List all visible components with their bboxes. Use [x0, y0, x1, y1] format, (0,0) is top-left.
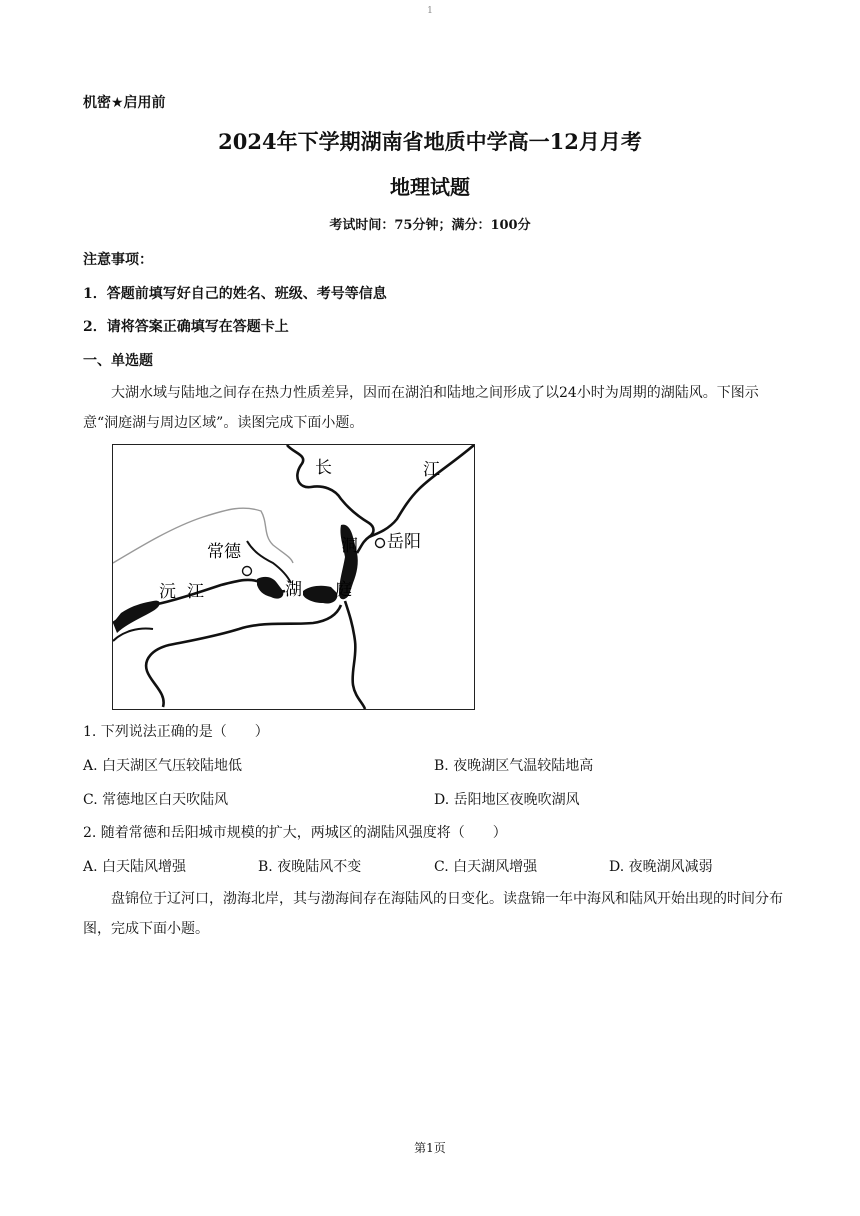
- q1-option-d[interactable]: D. 岳阳地区夜晚吹湖风: [434, 792, 580, 808]
- question-1-stem: 1. 下列说法正确的是（ ）: [83, 724, 269, 740]
- map-label-ting: 庭: [335, 580, 352, 600]
- yueyang-marker: [376, 539, 385, 548]
- map-label-changde: 常德: [207, 542, 241, 562]
- page-number: 第1页: [414, 1141, 446, 1155]
- map-label-jiang2: 江: [187, 582, 204, 602]
- exam-title: 2024年下学期湖南省地质中学高一12月月考: [218, 129, 642, 154]
- exam-info: 考试时间：75分钟；满分：100分: [329, 218, 531, 233]
- map-label-chang: 长: [315, 458, 332, 478]
- exam-subject: 地理试题: [390, 175, 470, 199]
- map-label-hu: 湖: [285, 580, 302, 600]
- q1-option-b[interactable]: B. 夜晚湖区气温较陆地高: [434, 758, 594, 774]
- passage-2: 盘锦位于辽河口，渤海北岸，其与渤海间存在海陆风的日变化。读盘锦一年中海风和陆风开始出现的时间分布图，完成下面小题。: [83, 891, 783, 937]
- map-label-yueyang: 岳阳: [387, 532, 421, 552]
- changde-marker: [243, 567, 252, 576]
- map-svg: [113, 445, 474, 709]
- xiang-river: [345, 601, 365, 709]
- q2-option-b[interactable]: B. 夜晚陆风不变: [258, 859, 362, 875]
- section-title: 一、单选题: [83, 353, 153, 369]
- passage-1: 大湖水域与陆地之间存在热力性质差异，因而在湖泊和陆地之间形成了以24小时为周期的湖陆风。下图示意“洞庭湖与周边区域”。读图完成下面小题。: [83, 385, 759, 431]
- notice-item: 1．答题前填写好自己的姓名、班级、考号等信息: [83, 286, 387, 302]
- notice-heading: 注意事项：: [83, 252, 153, 268]
- confidential-label: 机密★启用前: [83, 95, 166, 111]
- q2-option-a[interactable]: A. 白天陆风增强: [83, 859, 187, 875]
- q2-option-d[interactable]: D. 夜晚湖风减弱: [609, 859, 713, 875]
- lake-west: [257, 577, 283, 599]
- map-label-jiang: 江: [423, 460, 440, 480]
- changde-branch: [247, 541, 291, 583]
- page-mark: 1: [427, 6, 433, 16]
- dongting-lake-map: [112, 444, 475, 710]
- boundary-line: [113, 508, 293, 563]
- q1-option-a[interactable]: A. 白天湖区气压较陆地低: [83, 758, 243, 774]
- map-label-yuan: 沅: [159, 582, 176, 602]
- lake-middle: [303, 586, 337, 604]
- q2-option-c[interactable]: C. 白天湖风增强: [434, 859, 538, 875]
- notice-item: 2．请将答案正确填写在答题卡上: [83, 319, 289, 335]
- map-label-dong: 洞: [341, 536, 358, 556]
- question-2-stem: 2. 随着常德和岳阳城市规模的扩大，两城区的湖陆风强度将（ ）: [83, 825, 507, 841]
- q1-option-c[interactable]: C. 常德地区白天吹陆风: [83, 792, 229, 808]
- southern-river: [146, 605, 341, 707]
